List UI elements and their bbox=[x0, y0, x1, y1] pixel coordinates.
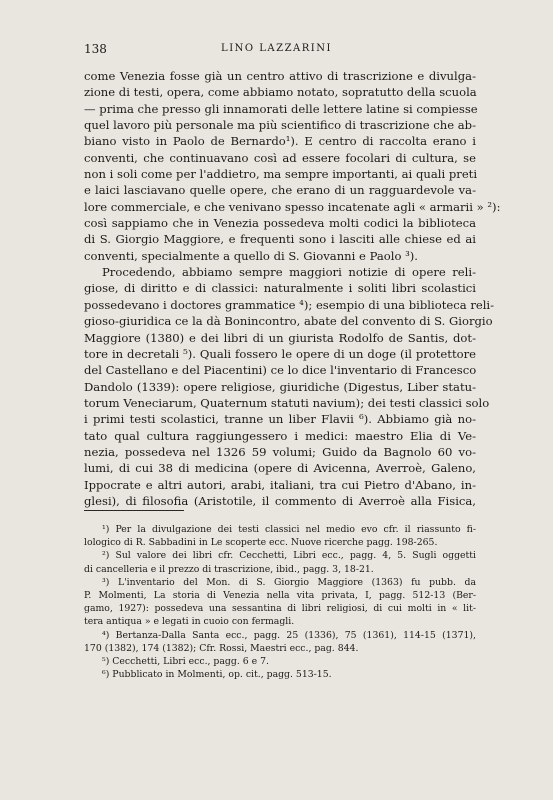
body-line: gioso-giuridica ce la dà Bonincontro, abate del convento di S. Giorgio bbox=[84, 314, 493, 329]
body-line: come Venezia fosse già un centro attivo di trascrizione e divulga- bbox=[84, 69, 476, 83]
body-line: e laici lasciavano quelle opere, che erano di un ragguardevole va- bbox=[84, 183, 476, 198]
footnote-line: gamo, 1927): possedeva una sessantina di libri religiosi, di cui molti in « lit- bbox=[84, 603, 476, 615]
footnote-line: lologico di R. Sabbadini in Le scoperte ecc. Nuove ricerche pagg. 198-265. bbox=[84, 537, 438, 549]
body-line: zione di testi, opera, come abbiamo notato, sopratutto della scuola bbox=[84, 85, 477, 100]
body-line: Dandolo (1339): opere religiose, giuridiche (Digestus, Liber statu- bbox=[84, 379, 476, 394]
body-line: torum Veneciarum, Quaternum statuti navium); dei testi classici solo bbox=[84, 395, 490, 410]
body-line: glesi), di filosofia (Aristotile, il commento di Averroè alla Fisica, bbox=[84, 493, 476, 508]
running-head: LINO LAZZARINI bbox=[221, 43, 332, 54]
footnote-line: ⁶) Pubblicato in Molmenti, op. cit., pagg. 513-15. bbox=[102, 669, 332, 681]
body-line: tore in decretali ⁵). Quali fossero le opere di un doge (il protettore bbox=[84, 346, 476, 361]
body-line: — prima che presso gli innamorati delle lettere latine si compiesse bbox=[84, 101, 478, 116]
body-line: giose, di diritto e di classici: naturalmente i soliti libri scolastici bbox=[84, 281, 476, 296]
footnote-line: ⁴) Bertanza-Dalla Santa ecc., pagg. 25 (1336), 75 (1361), 114-15 (1371), bbox=[102, 629, 476, 641]
footnote-line: P. Molmenti, La storia di Venezia nella vita privata, I, pagg. 512-13 (Ber- bbox=[84, 590, 476, 602]
page-number: 138 bbox=[84, 42, 107, 56]
footnotes bbox=[84, 523, 476, 681]
body-line: conventi, specialmente a quello di S. Giovanni e Paolo ³). bbox=[84, 248, 418, 263]
body-line: Ippocrate e altri autori, arabi, italiani, tra cui Pietro d'Abano, in- bbox=[84, 477, 476, 492]
body-line: Procedendo, abbiamo sempre maggiori notizie di opere reli- bbox=[102, 265, 476, 280]
footnote-line: 170 (1382), 174 (1382); Cfr. Rossi, Maestri ecc., pag. 844. bbox=[84, 642, 359, 654]
footnote-rule bbox=[84, 510, 184, 511]
body-line: del Castellano e del Piacentini) ce lo dice l'inventario di Francesco bbox=[84, 363, 477, 378]
body-line: quel lavoro più personale ma più scientifico di trascrizione che ab- bbox=[84, 118, 476, 133]
footnote-line: ¹) Per la divulgazione dei testi classici nel medio evo cfr. il riassunto fi- bbox=[102, 524, 476, 535]
footnote-line: ²) Sul valore dei libri cfr. Cecchetti, Libri ecc., pagg. 4, 5. Sugli oggetti bbox=[102, 550, 476, 562]
footnote-line: di cancelleria e il prezzo di trascrizione, ibid., pagg. 3, 18-21. bbox=[84, 563, 374, 575]
body-line: lumi, di cui 38 di medicina (opere di Avicenna, Averroè, Galeno, bbox=[84, 461, 476, 476]
body-line: possedevano i doctores grammatice ⁴); esempio di una biblioteca reli- bbox=[84, 297, 495, 312]
body-line: lore commerciale, e che venivano spesso incatenate agli « armarii » ²): bbox=[84, 199, 501, 214]
page-header bbox=[62, 42, 491, 58]
footnote-line: ³) L'inventario del Mon. di S. Giorgio Maggiore (1363) fu pubb. da bbox=[102, 576, 476, 588]
body-text bbox=[84, 68, 501, 509]
body-line: biano visto in Paolo de Bernardo¹). E centro di raccolta erano i bbox=[84, 134, 476, 149]
body-line: nezia, possedeva nel 1326 59 volumi; Guido da Bagnolo 60 vo- bbox=[84, 444, 476, 459]
footnote-line: ⁵) Cecchetti, Libri ecc., pagg. 6 e 7. bbox=[102, 656, 269, 668]
body-line: tato qual cultura raggiungessero i medici: maestro Elia di Ve- bbox=[84, 428, 476, 443]
body-line: conventi, che continuavano così ad essere focolari di cultura, se bbox=[84, 150, 476, 165]
body-line: Maggiore (1380) e dei libri di un giurista Rodolfo de Santis, dot- bbox=[84, 330, 476, 345]
body-line: di S. Giorgio Maggiore, e frequenti sono i lasciti alle chiese ed ai bbox=[84, 232, 476, 247]
body-line: non i soli come per l'addietro, ma sempre importanti, ai quali preti bbox=[84, 167, 478, 182]
body-line: i primi testi scolastici, tranne un liber Flavii ⁶). Abbiamo già no- bbox=[84, 412, 476, 427]
footnote-line: tera antiqua » e legati in cuoio con fermagli. bbox=[84, 616, 295, 628]
body-line: così sappiamo che in Venezia possedeva molti codici la biblioteca bbox=[84, 216, 476, 231]
